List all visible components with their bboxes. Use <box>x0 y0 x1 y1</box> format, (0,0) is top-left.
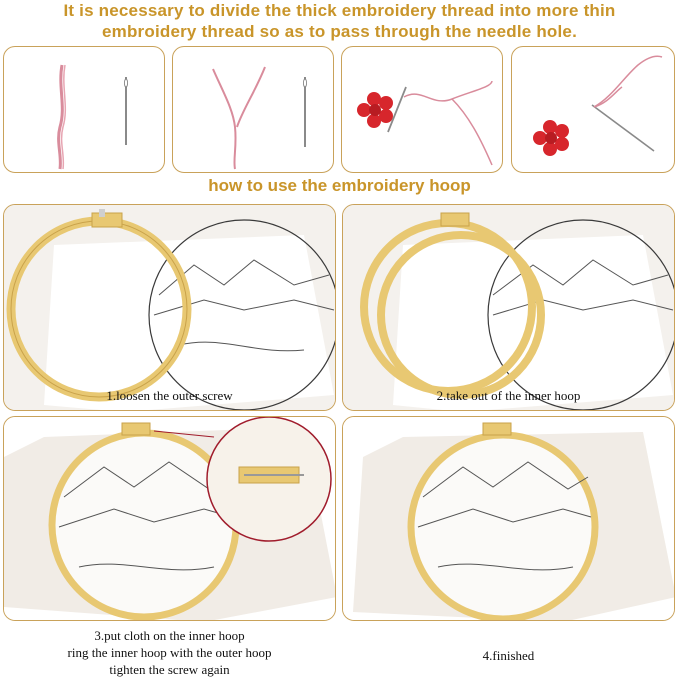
thread-step-1 <box>3 46 165 173</box>
step-4-photo <box>342 416 675 621</box>
thread-step-2 <box>172 46 334 173</box>
step-3-photo <box>3 416 336 621</box>
step-2-photo <box>342 204 675 411</box>
step-1-caption: 1.loosen the outer screw <box>106 388 233 403</box>
split-thread-and-needle-icon <box>173 47 334 173</box>
thread-step-4 <box>511 46 675 173</box>
step-3-caption <box>3 627 336 678</box>
loosened-hoop-over-pattern-image <box>4 205 336 411</box>
step-3-caption-line-1: 3.put cloth on the inner hoop <box>94 628 245 643</box>
step-3-caption-line-2: ring the inner hoop with the outer hoop <box>67 645 272 660</box>
step-2-caption: 2.take out of the inner hoop <box>436 388 581 403</box>
step-4-caption: 4.finished <box>482 648 535 663</box>
hoop-section-title: how to use the embroidery hoop <box>208 176 471 195</box>
threading-needle-with-flower-threader-icon <box>342 47 503 173</box>
thick-thread-and-needle-icon <box>4 47 165 173</box>
cloth-in-hoop-with-zoom-image <box>4 417 336 621</box>
finished-hoop-image <box>343 417 675 621</box>
threaded-needle-with-flower-threader-icon <box>512 47 675 173</box>
inner-hoop-removed-image <box>343 205 675 411</box>
step-1-photo <box>3 204 336 411</box>
step-3-caption-line-3: tighten the screw again <box>109 662 230 677</box>
thread-step-3 <box>341 46 503 173</box>
instruction-line-1: It is necessary to divide the thick embroidery thread into more thin <box>63 1 616 20</box>
instruction-line-2: embroidery thread so as to pass through the needle hole. <box>101 22 577 41</box>
